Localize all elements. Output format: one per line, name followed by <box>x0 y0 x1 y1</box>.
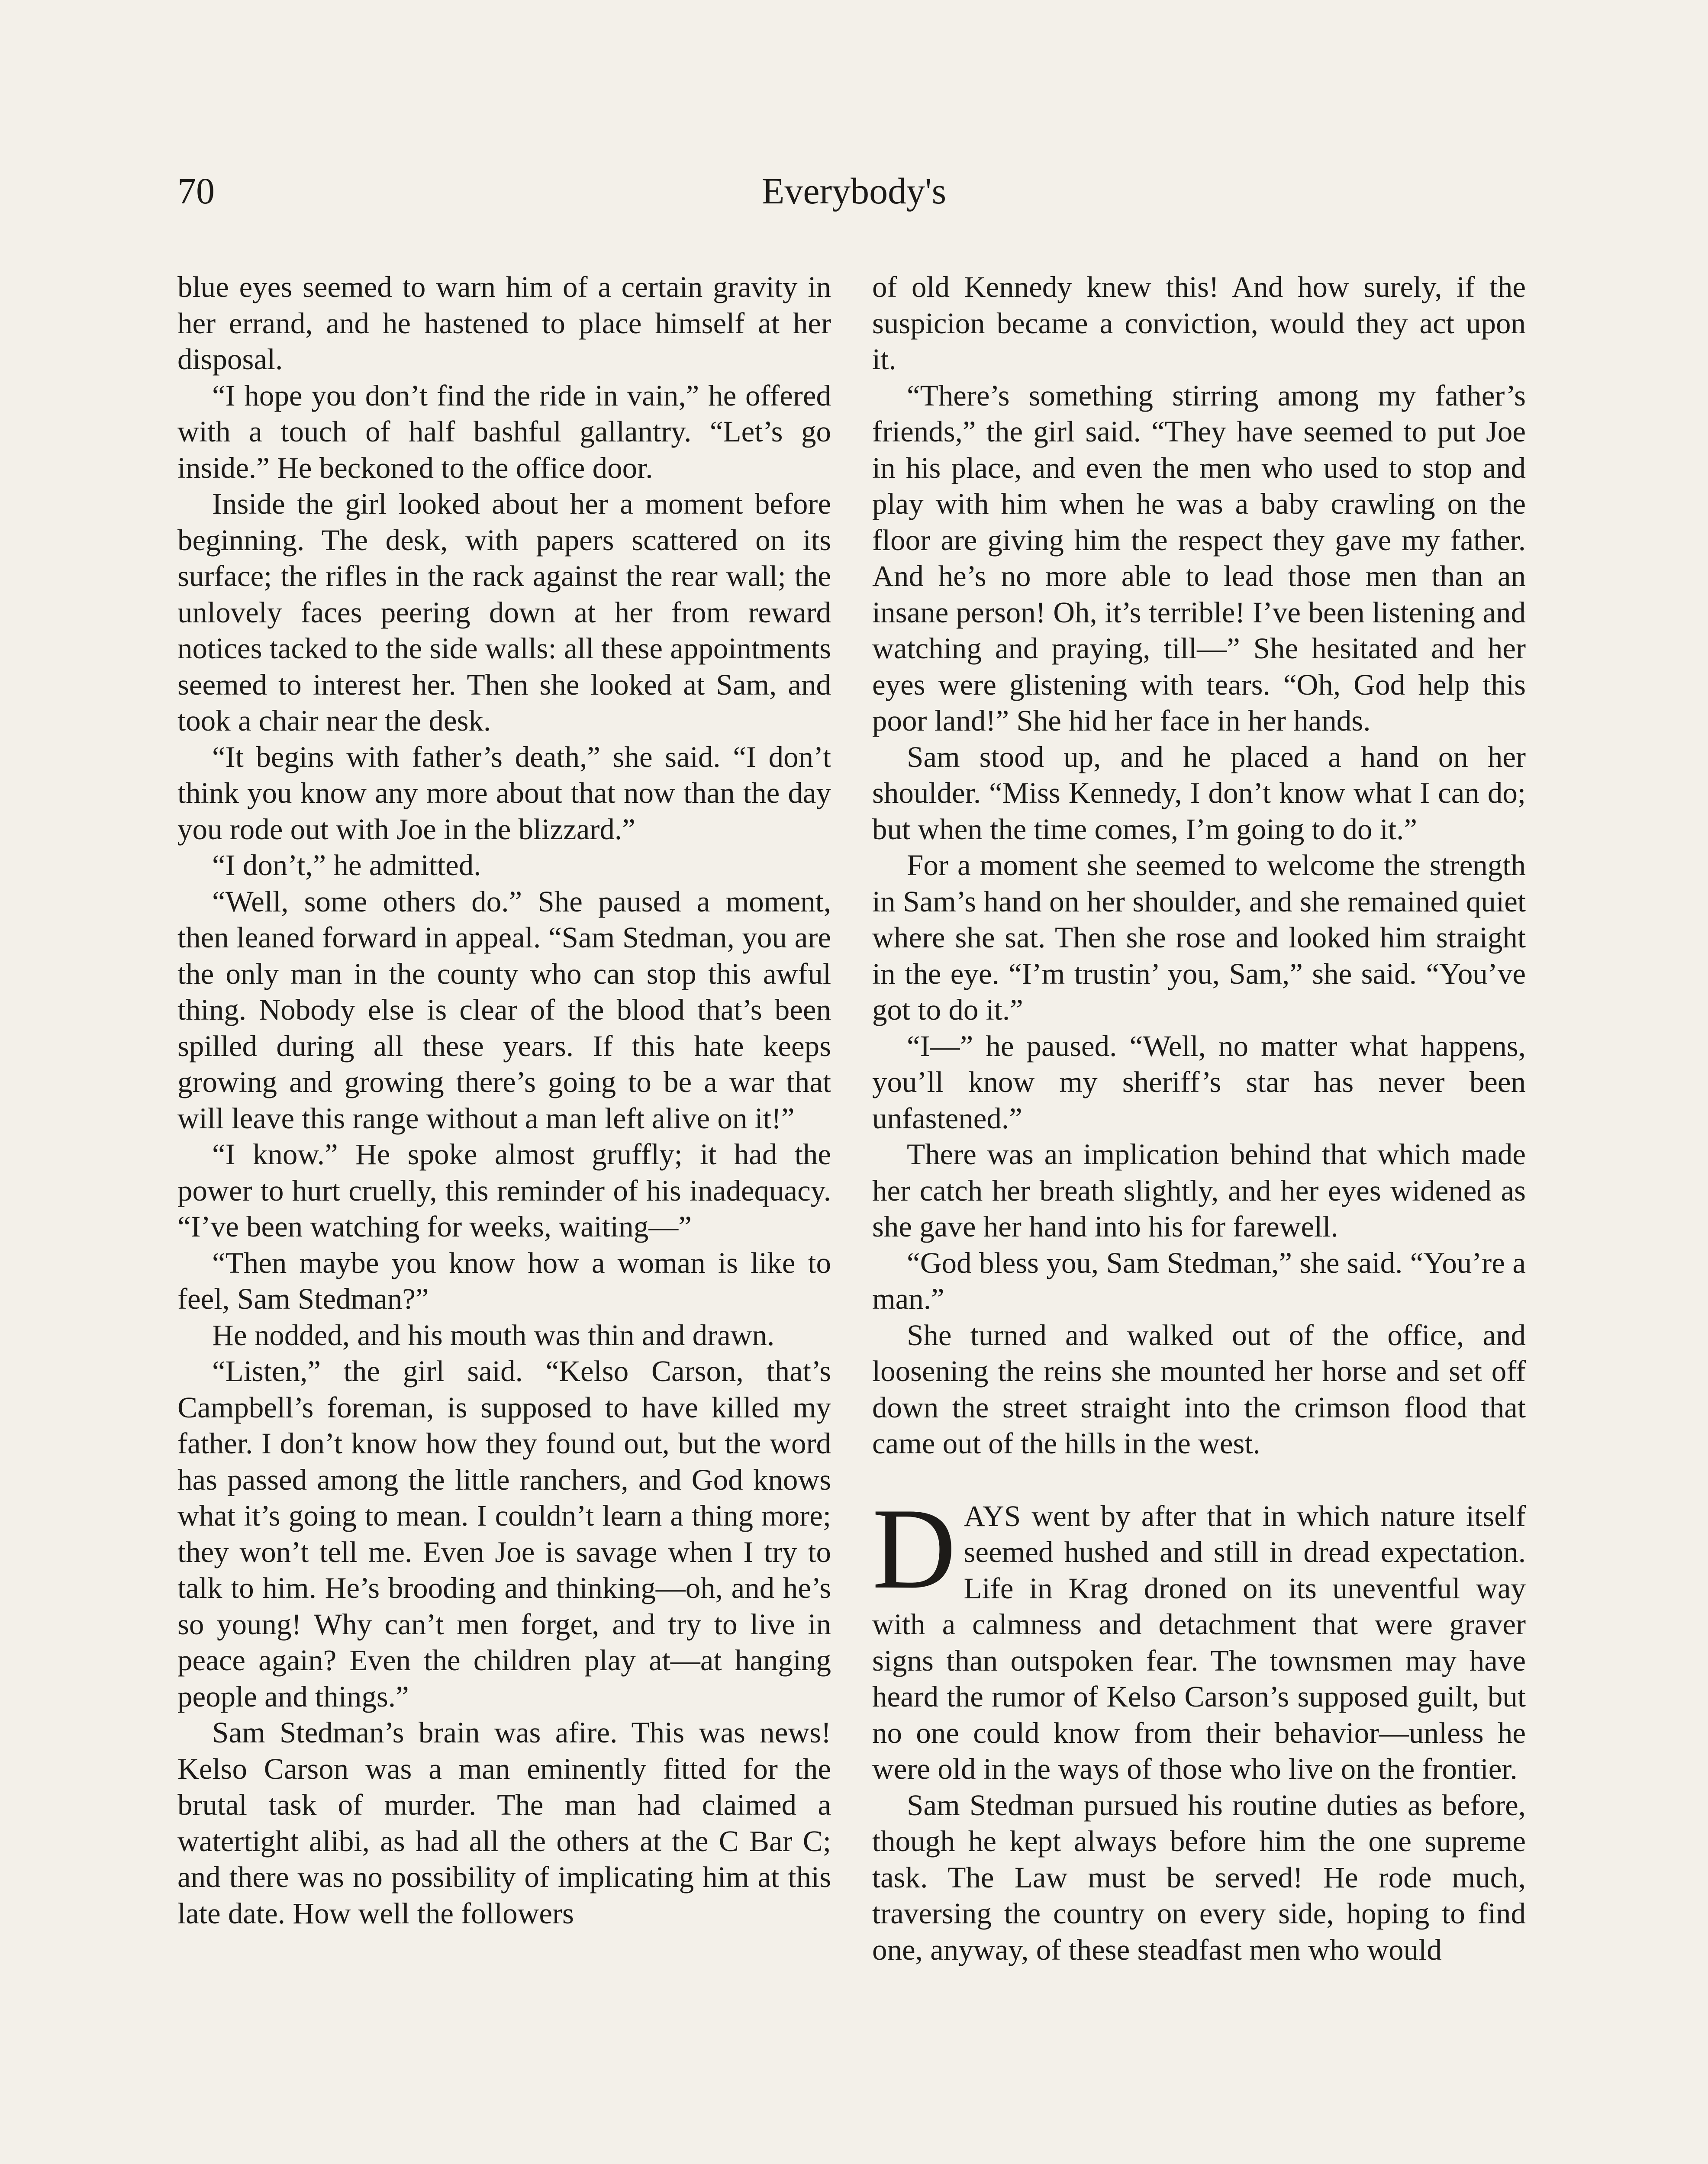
paragraph: He nodded, and his mouth was thin and drawn. <box>212 1318 775 1352</box>
drop-cap: D <box>872 1484 956 1613</box>
section-first-paragraph-text: AYS went by after that in which nature itself seemed hushed and still in dread expectation. Life in Krag droned on its uneventful way with a calmness and detachment that were graver signs than outspoken fear. The townsmen may have heard the rumor of Kelso Carson’s supposed guilt, but no one could know from their behavior—unless he were old in the ways of those who live on the frontier. <box>872 1499 1526 1785</box>
page-number: 70 <box>177 170 215 212</box>
paragraph: Sam Stedman pursued his routine duties as before, though he kept always before him the one supreme task. The Law must be served! He rode much, traversing the country on every side, hoping to find one, anyway, of these steadfast men who would <box>872 1788 1526 1966</box>
paragraph: Sam stood up, and he placed a hand on her shoulder. “Miss Kennedy, I don’t know what I can do; but when the time comes, I’m going to do it.” <box>872 740 1526 846</box>
paragraph: Inside the girl looked about her a moment before beginning. The desk, with papers scattered on its surface; the rifles in the rack against the rear wall; the unlovely faces peering down at her from reward notices tacked to the side walls: all these appointments seemed to interest her. Then she looked at Sam, and took a chair near the desk. <box>177 487 831 737</box>
right-column <box>872 269 1526 1968</box>
paragraph: “It begins with father’s death,” she said. “I don’t think you know any more about that now than the day you rode out with Joe in the blizzard.” <box>177 740 831 846</box>
section-first-paragraph <box>872 1484 1526 1787</box>
paragraph: “I—” he paused. “Well, no matter what happens, you’ll know my sheriff’s star has never been unfastened.” <box>872 1029 1526 1135</box>
paragraph: “God bless you, Sam Stedman,” she said. “You’re a man.” <box>872 1246 1526 1315</box>
paragraph: There was an implication behind that which made her catch her breath slightly, and her eyes widened as she gave her hand into his for farewell. <box>872 1138 1526 1243</box>
paragraph: “I know.” He spoke almost gruffly; it had the power to hurt cruelly, this reminder of his inadequacy. “I’ve been watching for weeks, waiting—” <box>177 1138 831 1243</box>
paragraph: She turned and walked out of the office, and loosening the reins she mounted her horse and set off down the street straight into the crimson flood that came out of the hills in the west. <box>872 1318 1526 1460</box>
paragraph: of old Kennedy knew this! And how surely, if the suspicion became a conviction, would they act upon it. <box>872 270 1526 376</box>
paragraph: blue eyes seemed to warn him of a certain gravity in her errand, and he hastened to place himself at her disposal. <box>177 270 831 376</box>
running-head: Everybody's <box>761 170 947 212</box>
left-column <box>177 269 831 1932</box>
paragraph: “Then maybe you know how a woman is like to feel, Sam Stedman?” <box>177 1246 831 1315</box>
paragraph: “I hope you don’t find the ride in vain,” he offered with a touch of half bashful gallantry. “Let’s go inside.” He beckoned to the office door. <box>177 379 831 484</box>
paragraph: “I don’t,” he admitted. <box>212 849 481 882</box>
paragraph: “Listen,” the girl said. “Kelso Carson, that’s Campbell’s foreman, is supposed to have killed my father. I don’t know how they found out, but the word has passed among the little ranchers, and God knows what it’s going to mean. I couldn’t learn a thing more; they won’t tell me. Even Joe is savage when I try to talk to him. He’s brooding and thinking—oh, and he’s so young! Why can’t men forget, and try to live in peace again? Even the children play at—at hanging people and things.” <box>177 1355 831 1713</box>
paragraph: Sam Stedman’s brain was afire. This was news! Kelso Carson was a man eminently fitted for the brutal task of murder. The man had claimed a watertight alibi, as had all the others at the C Bar C; and there was no possibility of implicating him at this late date. How well the followers <box>177 1716 831 1930</box>
paragraph: “Well, some others do.” She paused a moment, then leaned forward in appeal. “Sam Stedman, you are the only man in the county who can stop this awful thing. Nobody else is clear of the blood that’s been spilled during all these years. If this hate keeps growing and growing there’s going to be a war that will leave this range without a man left alive on it!” <box>177 885 831 1135</box>
paragraph: “There’s something stirring among my father’s friends,” the girl said. “They have seemed to put Joe in his place, and even the men who used to stop and play with him when he was a baby crawling on the floor are giving him the respect they gave my father. And he’s no more able to lead those men than an insane person! Oh, it’s terrible! I’ve been listening and watching and praying, till—” She hesitated and her eyes were glistening with tears. “Oh, God help this poor land!” She hid her face in her hands. <box>872 379 1526 737</box>
paragraph: For a moment she seemed to welcome the strength in Sam’s hand on her shoulder, and she remained quiet where she sat. Then she rose and looked him straight in the eye. “I’m trustin’ you, Sam,” she said. “You’ve got to do it.” <box>872 849 1526 1026</box>
